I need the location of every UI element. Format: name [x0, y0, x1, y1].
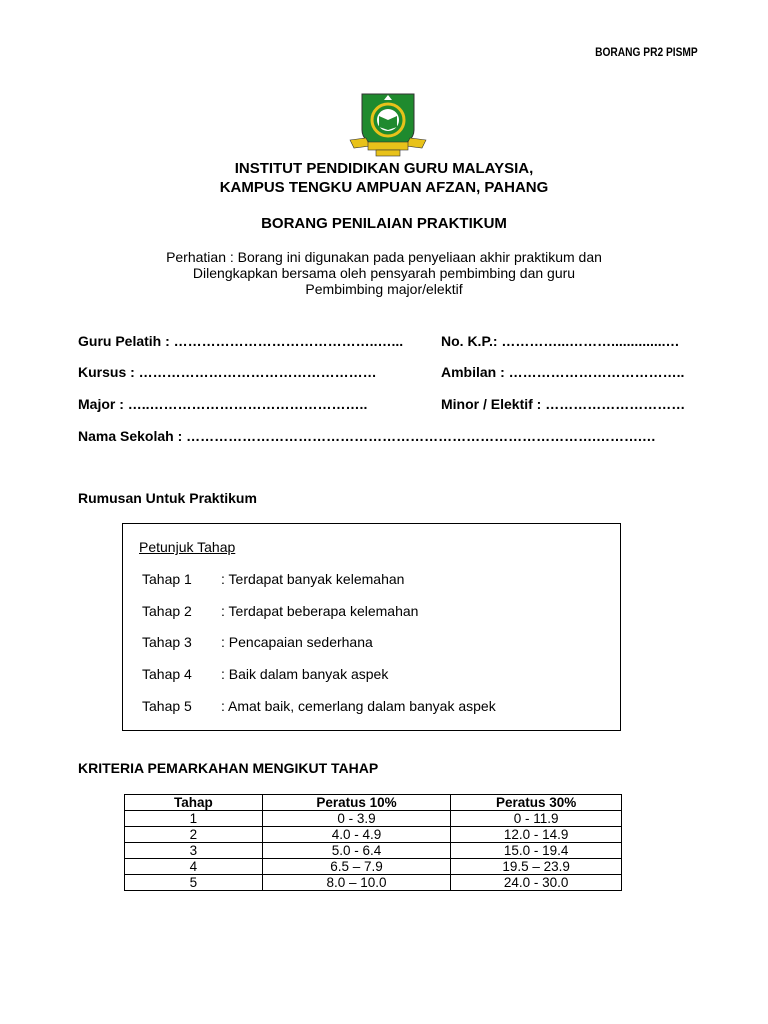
minor-elektif-field[interactable]: Minor / Elektif : …………………………: [441, 396, 686, 412]
petunjuk-heading: Petunjuk Tahap: [139, 539, 236, 555]
tahap-level: Tahap 4: [142, 666, 192, 682]
cell-peratus-10: 6.5 – 7.9: [262, 859, 451, 875]
tahap-desc: : Pencapaian sederhana: [221, 634, 373, 650]
cell-tahap: 5: [125, 875, 263, 891]
kriteria-table: [124, 794, 622, 891]
cell-peratus-10: 0 - 3.9: [262, 811, 451, 827]
institution-crest-logo: [348, 90, 428, 158]
cell-tahap: 4: [125, 859, 263, 875]
petunjuk-tahap-box: [122, 523, 621, 731]
tahap-desc: : Baik dalam banyak aspek: [221, 666, 389, 682]
tahap-desc: : Terdapat beberapa kelemahan: [221, 603, 419, 619]
table-row: [125, 843, 622, 859]
cell-peratus-10: 5.0 - 6.4: [262, 843, 451, 859]
ambilan-field[interactable]: Ambilan : ………………………………..: [441, 364, 685, 380]
tahap-level: Tahap 3: [142, 634, 192, 650]
table-row: [125, 827, 622, 843]
tahap-level: Tahap 1: [142, 571, 192, 587]
cell-tahap: 2: [125, 827, 263, 843]
guru-pelatih-field[interactable]: Guru Pelatih : ……………………………………..…...: [78, 333, 404, 349]
tahap-level: Tahap 2: [142, 603, 192, 619]
cell-peratus-10: 8.0 – 10.0: [262, 875, 451, 891]
institution-name-line2: KAMPUS TENGKU AMPUAN AFZAN, PAHANG: [219, 179, 549, 196]
cell-peratus-10: 4.0 - 4.9: [262, 827, 451, 843]
table-row: [125, 811, 622, 827]
cell-tahap: 3: [125, 843, 263, 859]
rumusan-heading: Rumusan Untuk Praktikum: [78, 490, 257, 506]
cell-tahap: 1: [125, 811, 263, 827]
column-header: Peratus 10%: [262, 795, 451, 811]
table-header-row: [125, 795, 622, 811]
cell-peratus-30: 0 - 11.9: [451, 811, 622, 827]
cell-peratus-30: 24.0 - 30.0: [451, 875, 622, 891]
table-row: [125, 875, 622, 891]
kriteria-heading: KRITERIA PEMARKAHAN MENGIKUT TAHAP: [78, 760, 379, 776]
notice-line: Pembimbing major/elektif: [305, 281, 463, 297]
kursus-field[interactable]: Kursus : ……………………………………………: [78, 364, 377, 380]
cell-peratus-30: 19.5 – 23.9: [451, 859, 622, 875]
notice-line: Perhatian : Borang ini digunakan pada penyeliaan akhir praktikum dan: [166, 249, 602, 265]
major-field[interactable]: Major : …..………………………………………..: [78, 396, 368, 412]
table-row: [125, 859, 622, 875]
cell-peratus-30: 12.0 - 14.9: [451, 827, 622, 843]
institution-name-line1: INSTITUT PENDIDIKAN GURU MALAYSIA,: [234, 160, 534, 177]
tahap-desc: : Amat baik, cemerlang dalam banyak aspek: [221, 698, 496, 714]
column-header: Tahap: [125, 795, 263, 811]
tahap-level: Tahap 5: [142, 698, 192, 714]
nama-sekolah-field[interactable]: Nama Sekolah : …………………………………………………………………………….……….…: [78, 428, 656, 444]
column-header: Peratus 30%: [451, 795, 622, 811]
cell-peratus-30: 15.0 - 19.4: [451, 843, 622, 859]
tahap-desc: : Terdapat banyak kelemahan: [221, 571, 405, 587]
no-kp-field[interactable]: No. K.P.: …………...………..............…: [441, 333, 680, 349]
notice-line: Dilengkapkan bersama oleh pensyarah pembimbing dan guru: [192, 265, 576, 281]
form-code: BORANG PR2 PISMP: [595, 45, 698, 59]
form-title: BORANG PENILAIAN PRAKTIKUM: [261, 215, 507, 232]
